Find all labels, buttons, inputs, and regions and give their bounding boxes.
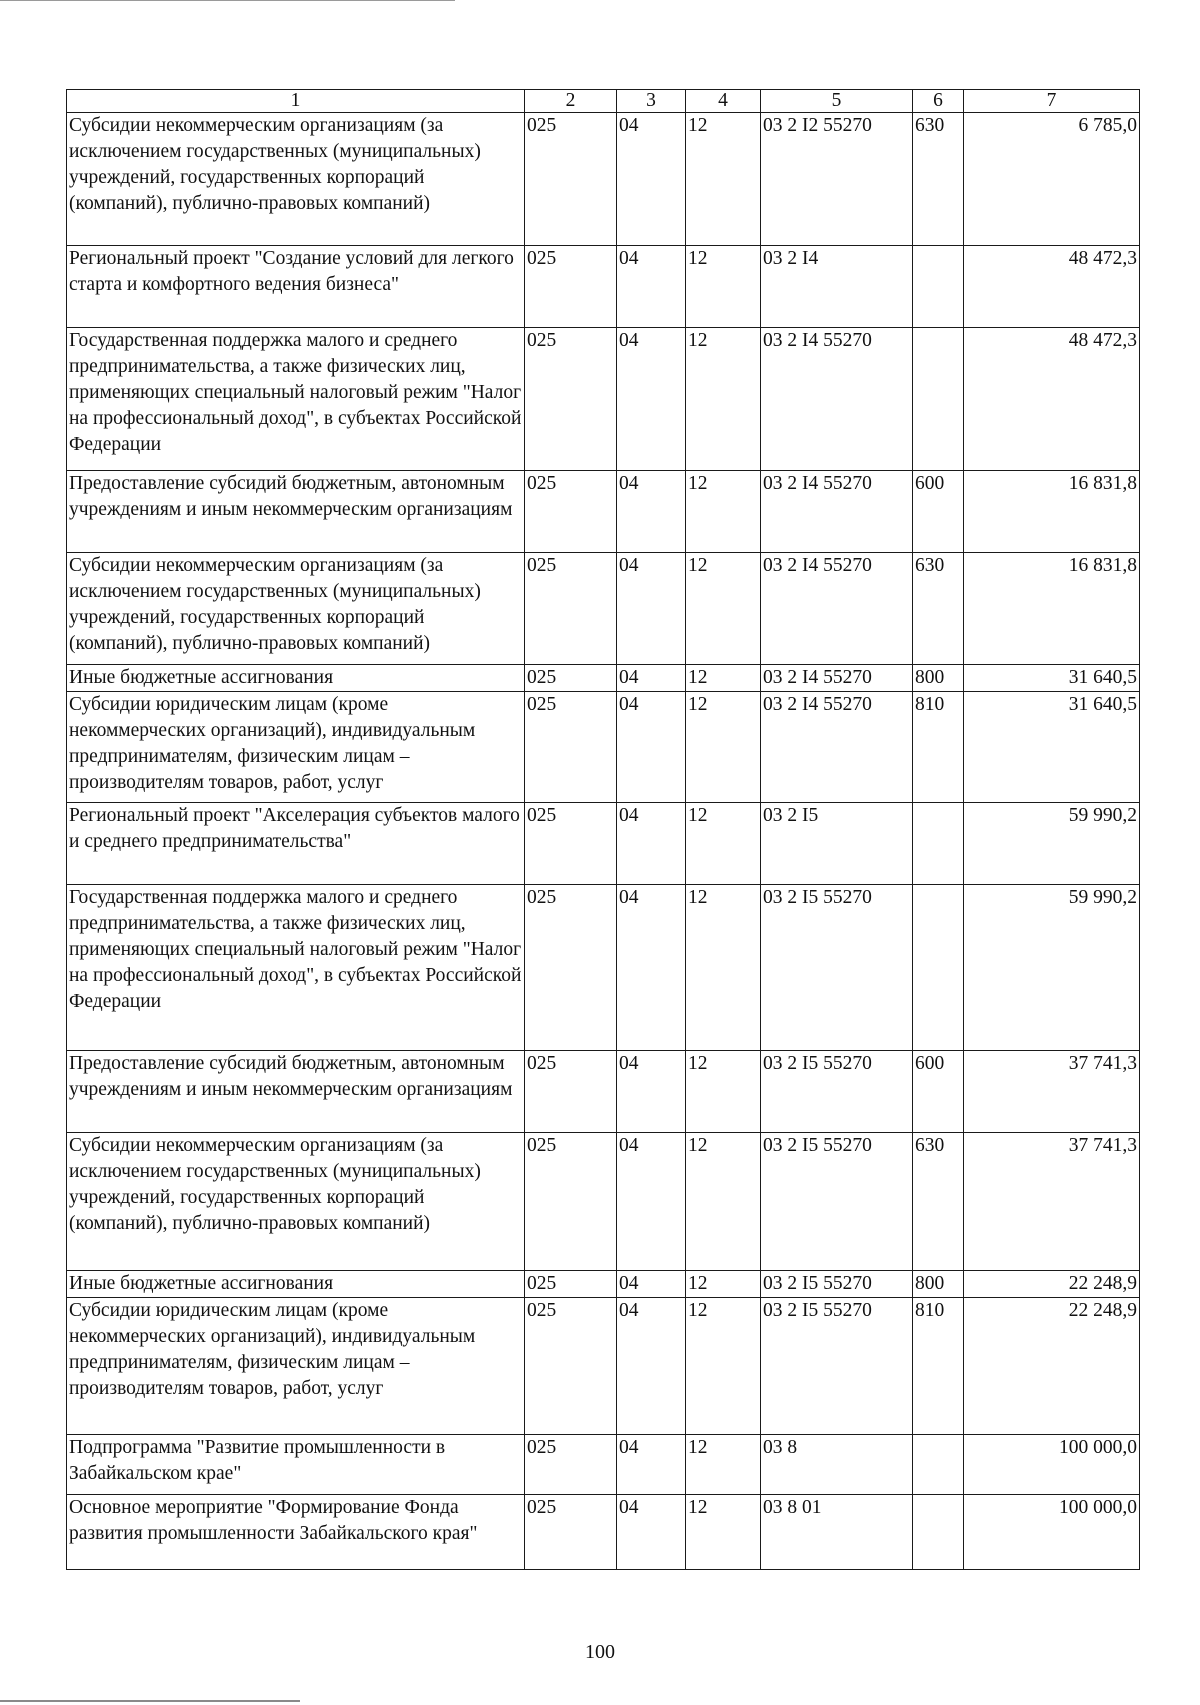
- row-section: 04: [617, 1435, 686, 1495]
- row-ministry: 025: [525, 471, 617, 553]
- row-amount: 59 990,2: [964, 885, 1140, 1051]
- row-ministry: 025: [525, 885, 617, 1051]
- row-target-article: 03 2 I4 55270: [761, 328, 913, 471]
- row-name: Предоставление субсидий бюджетным, автономным учреждениям и иным некоммерческим организациям: [67, 471, 525, 553]
- row-target-article: 03 2 I5 55270: [761, 1051, 913, 1133]
- column-header: 3: [617, 90, 686, 113]
- row-subsection: 12: [686, 803, 761, 885]
- row-target-article: 03 2 I4 55270: [761, 553, 913, 665]
- table-row: [67, 1051, 1140, 1133]
- row-section: 04: [617, 1271, 686, 1298]
- row-target-article: 03 2 I2 55270: [761, 113, 913, 246]
- row-expense-type: 630: [913, 113, 964, 246]
- row-ministry: 025: [525, 1271, 617, 1298]
- row-subsection: 12: [686, 1435, 761, 1495]
- column-header: 4: [686, 90, 761, 113]
- row-amount: 16 831,8: [964, 471, 1140, 553]
- row-ministry: 025: [525, 113, 617, 246]
- row-section: 04: [617, 113, 686, 246]
- row-amount: 100 000,0: [964, 1495, 1140, 1570]
- scan-edge-top: [0, 0, 455, 1]
- scan-edge-bottom: [0, 1700, 300, 1702]
- row-name: Субсидии юридическим лицам (кроме некоммерческих организаций), индивидуальным предпринимателям, физическим лицам – производителям товаров, работ, услуг: [67, 692, 525, 803]
- column-header: 6: [913, 90, 964, 113]
- table-row: [67, 1435, 1140, 1495]
- row-subsection: 12: [686, 328, 761, 471]
- row-subsection: 12: [686, 1051, 761, 1133]
- row-ministry: 025: [525, 1051, 617, 1133]
- row-target-article: 03 2 I4 55270: [761, 665, 913, 692]
- row-subsection: 12: [686, 246, 761, 328]
- row-amount: 100 000,0: [964, 1435, 1140, 1495]
- row-target-article: 03 2 I5 55270: [761, 1133, 913, 1271]
- row-amount: 59 990,2: [964, 803, 1140, 885]
- row-ministry: 025: [525, 665, 617, 692]
- row-section: 04: [617, 471, 686, 553]
- row-section: 04: [617, 1133, 686, 1271]
- table-row: [67, 471, 1140, 553]
- row-amount: 31 640,5: [964, 665, 1140, 692]
- column-header: 5: [761, 90, 913, 113]
- table-row: [67, 1298, 1140, 1435]
- row-target-article: 03 2 I4: [761, 246, 913, 328]
- row-expense-type: [913, 1435, 964, 1495]
- table-row: [67, 246, 1140, 328]
- row-name: Субсидии некоммерческим организациям (за исключением государственных (муниципальных) учреждений, государственных корпораций (компаний), публично-правовых компаний): [67, 1133, 525, 1271]
- row-expense-type: 800: [913, 1271, 964, 1298]
- row-name: Субсидии юридическим лицам (кроме некоммерческих организаций), индивидуальным предпринимателям, физическим лицам – производителям товаров, работ, услуг: [67, 1298, 525, 1435]
- table-row: [67, 665, 1140, 692]
- row-expense-type: 800: [913, 665, 964, 692]
- row-amount: 48 472,3: [964, 246, 1140, 328]
- row-section: 04: [617, 553, 686, 665]
- row-target-article: 03 2 I5 55270: [761, 1298, 913, 1435]
- row-amount: 16 831,8: [964, 553, 1140, 665]
- table-row: [67, 1495, 1140, 1570]
- table-row: [67, 328, 1140, 471]
- row-amount: 6 785,0: [964, 113, 1140, 246]
- row-section: 04: [617, 246, 686, 328]
- row-amount: 37 741,3: [964, 1133, 1140, 1271]
- row-name: Субсидии некоммерческим организациям (за исключением государственных (муниципальных) учреждений, государственных корпораций (компаний), публично-правовых компаний): [67, 553, 525, 665]
- row-ministry: 025: [525, 328, 617, 471]
- budget-table: [66, 89, 1140, 1570]
- row-subsection: 12: [686, 1271, 761, 1298]
- row-name: Иные бюджетные ассигнования: [67, 1271, 525, 1298]
- row-name: Иные бюджетные ассигнования: [67, 665, 525, 692]
- row-ministry: 025: [525, 1298, 617, 1435]
- row-expense-type: [913, 1495, 964, 1570]
- row-expense-type: 600: [913, 1051, 964, 1133]
- row-name: Государственная поддержка малого и среднего предпринимательства, а также физических лиц, применяющих специальный налоговый режим "Налог на профессиональный доход", в субъектах Российской Федерации: [67, 885, 525, 1051]
- row-amount: 22 248,9: [964, 1271, 1140, 1298]
- row-name: Региональный проект "Создание условий для легкого старта и комфортного ведения бизнеса": [67, 246, 525, 328]
- table-row: [67, 1133, 1140, 1271]
- column-header: 2: [525, 90, 617, 113]
- row-ministry: 025: [525, 246, 617, 328]
- header-row: [67, 90, 1140, 113]
- row-target-article: 03 2 I4 55270: [761, 692, 913, 803]
- row-subsection: 12: [686, 1133, 761, 1271]
- row-subsection: 12: [686, 692, 761, 803]
- row-expense-type: 810: [913, 1298, 964, 1435]
- row-ministry: 025: [525, 1495, 617, 1570]
- row-expense-type: 810: [913, 692, 964, 803]
- row-ministry: 025: [525, 1435, 617, 1495]
- row-name: Подпрограмма "Развитие промышленности в Забайкальском крае": [67, 1435, 525, 1495]
- column-header: 1: [67, 90, 525, 113]
- row-target-article: 03 2 I5 55270: [761, 1271, 913, 1298]
- column-header: 7: [964, 90, 1140, 113]
- row-ministry: 025: [525, 692, 617, 803]
- row-amount: 48 472,3: [964, 328, 1140, 471]
- row-target-article: 03 8: [761, 1435, 913, 1495]
- row-amount: 37 741,3: [964, 1051, 1140, 1133]
- row-amount: 22 248,9: [964, 1298, 1140, 1435]
- row-ministry: 025: [525, 1133, 617, 1271]
- row-ministry: 025: [525, 803, 617, 885]
- table-row: [67, 803, 1140, 885]
- row-expense-type: [913, 803, 964, 885]
- row-amount: 31 640,5: [964, 692, 1140, 803]
- table-row: [67, 553, 1140, 665]
- row-name: Предоставление субсидий бюджетным, автономным учреждениям и иным некоммерческим организациям: [67, 1051, 525, 1133]
- row-expense-type: [913, 246, 964, 328]
- row-subsection: 12: [686, 665, 761, 692]
- row-section: 04: [617, 328, 686, 471]
- row-name: Основное мероприятие "Формирование Фонда развития промышленности Забайкальского края": [67, 1495, 525, 1570]
- row-subsection: 12: [686, 885, 761, 1051]
- row-target-article: 03 8 01: [761, 1495, 913, 1570]
- row-subsection: 12: [686, 471, 761, 553]
- row-subsection: 12: [686, 1495, 761, 1570]
- row-expense-type: 630: [913, 1133, 964, 1271]
- row-section: 04: [617, 1495, 686, 1570]
- row-section: 04: [617, 1051, 686, 1133]
- row-target-article: 03 2 I5: [761, 803, 913, 885]
- row-expense-type: [913, 328, 964, 471]
- row-name: Субсидии некоммерческим организациям (за исключением государственных (муниципальных) учреждений, государственных корпораций (компаний), публично-правовых компаний): [67, 113, 525, 246]
- table-row: [67, 113, 1140, 246]
- row-section: 04: [617, 885, 686, 1051]
- row-name: Государственная поддержка малого и среднего предпринимательства, а также физических лиц, применяющих специальный налоговый режим "Налог на профессиональный доход", в субъектах Российской Федерации: [67, 328, 525, 471]
- row-expense-type: 600: [913, 471, 964, 553]
- table-row: [67, 692, 1140, 803]
- row-target-article: 03 2 I5 55270: [761, 885, 913, 1051]
- row-name: Региональный проект "Акселерация субъектов малого и среднего предпринимательства": [67, 803, 525, 885]
- row-section: 04: [617, 803, 686, 885]
- row-target-article: 03 2 I4 55270: [761, 471, 913, 553]
- row-section: 04: [617, 665, 686, 692]
- row-expense-type: [913, 885, 964, 1051]
- page-number: 100: [585, 1641, 615, 1663]
- row-section: 04: [617, 692, 686, 803]
- row-subsection: 12: [686, 113, 761, 246]
- table-row: [67, 1271, 1140, 1298]
- row-expense-type: 630: [913, 553, 964, 665]
- row-subsection: 12: [686, 553, 761, 665]
- row-section: 04: [617, 1298, 686, 1435]
- row-ministry: 025: [525, 553, 617, 665]
- table-row: [67, 885, 1140, 1051]
- row-subsection: 12: [686, 1298, 761, 1435]
